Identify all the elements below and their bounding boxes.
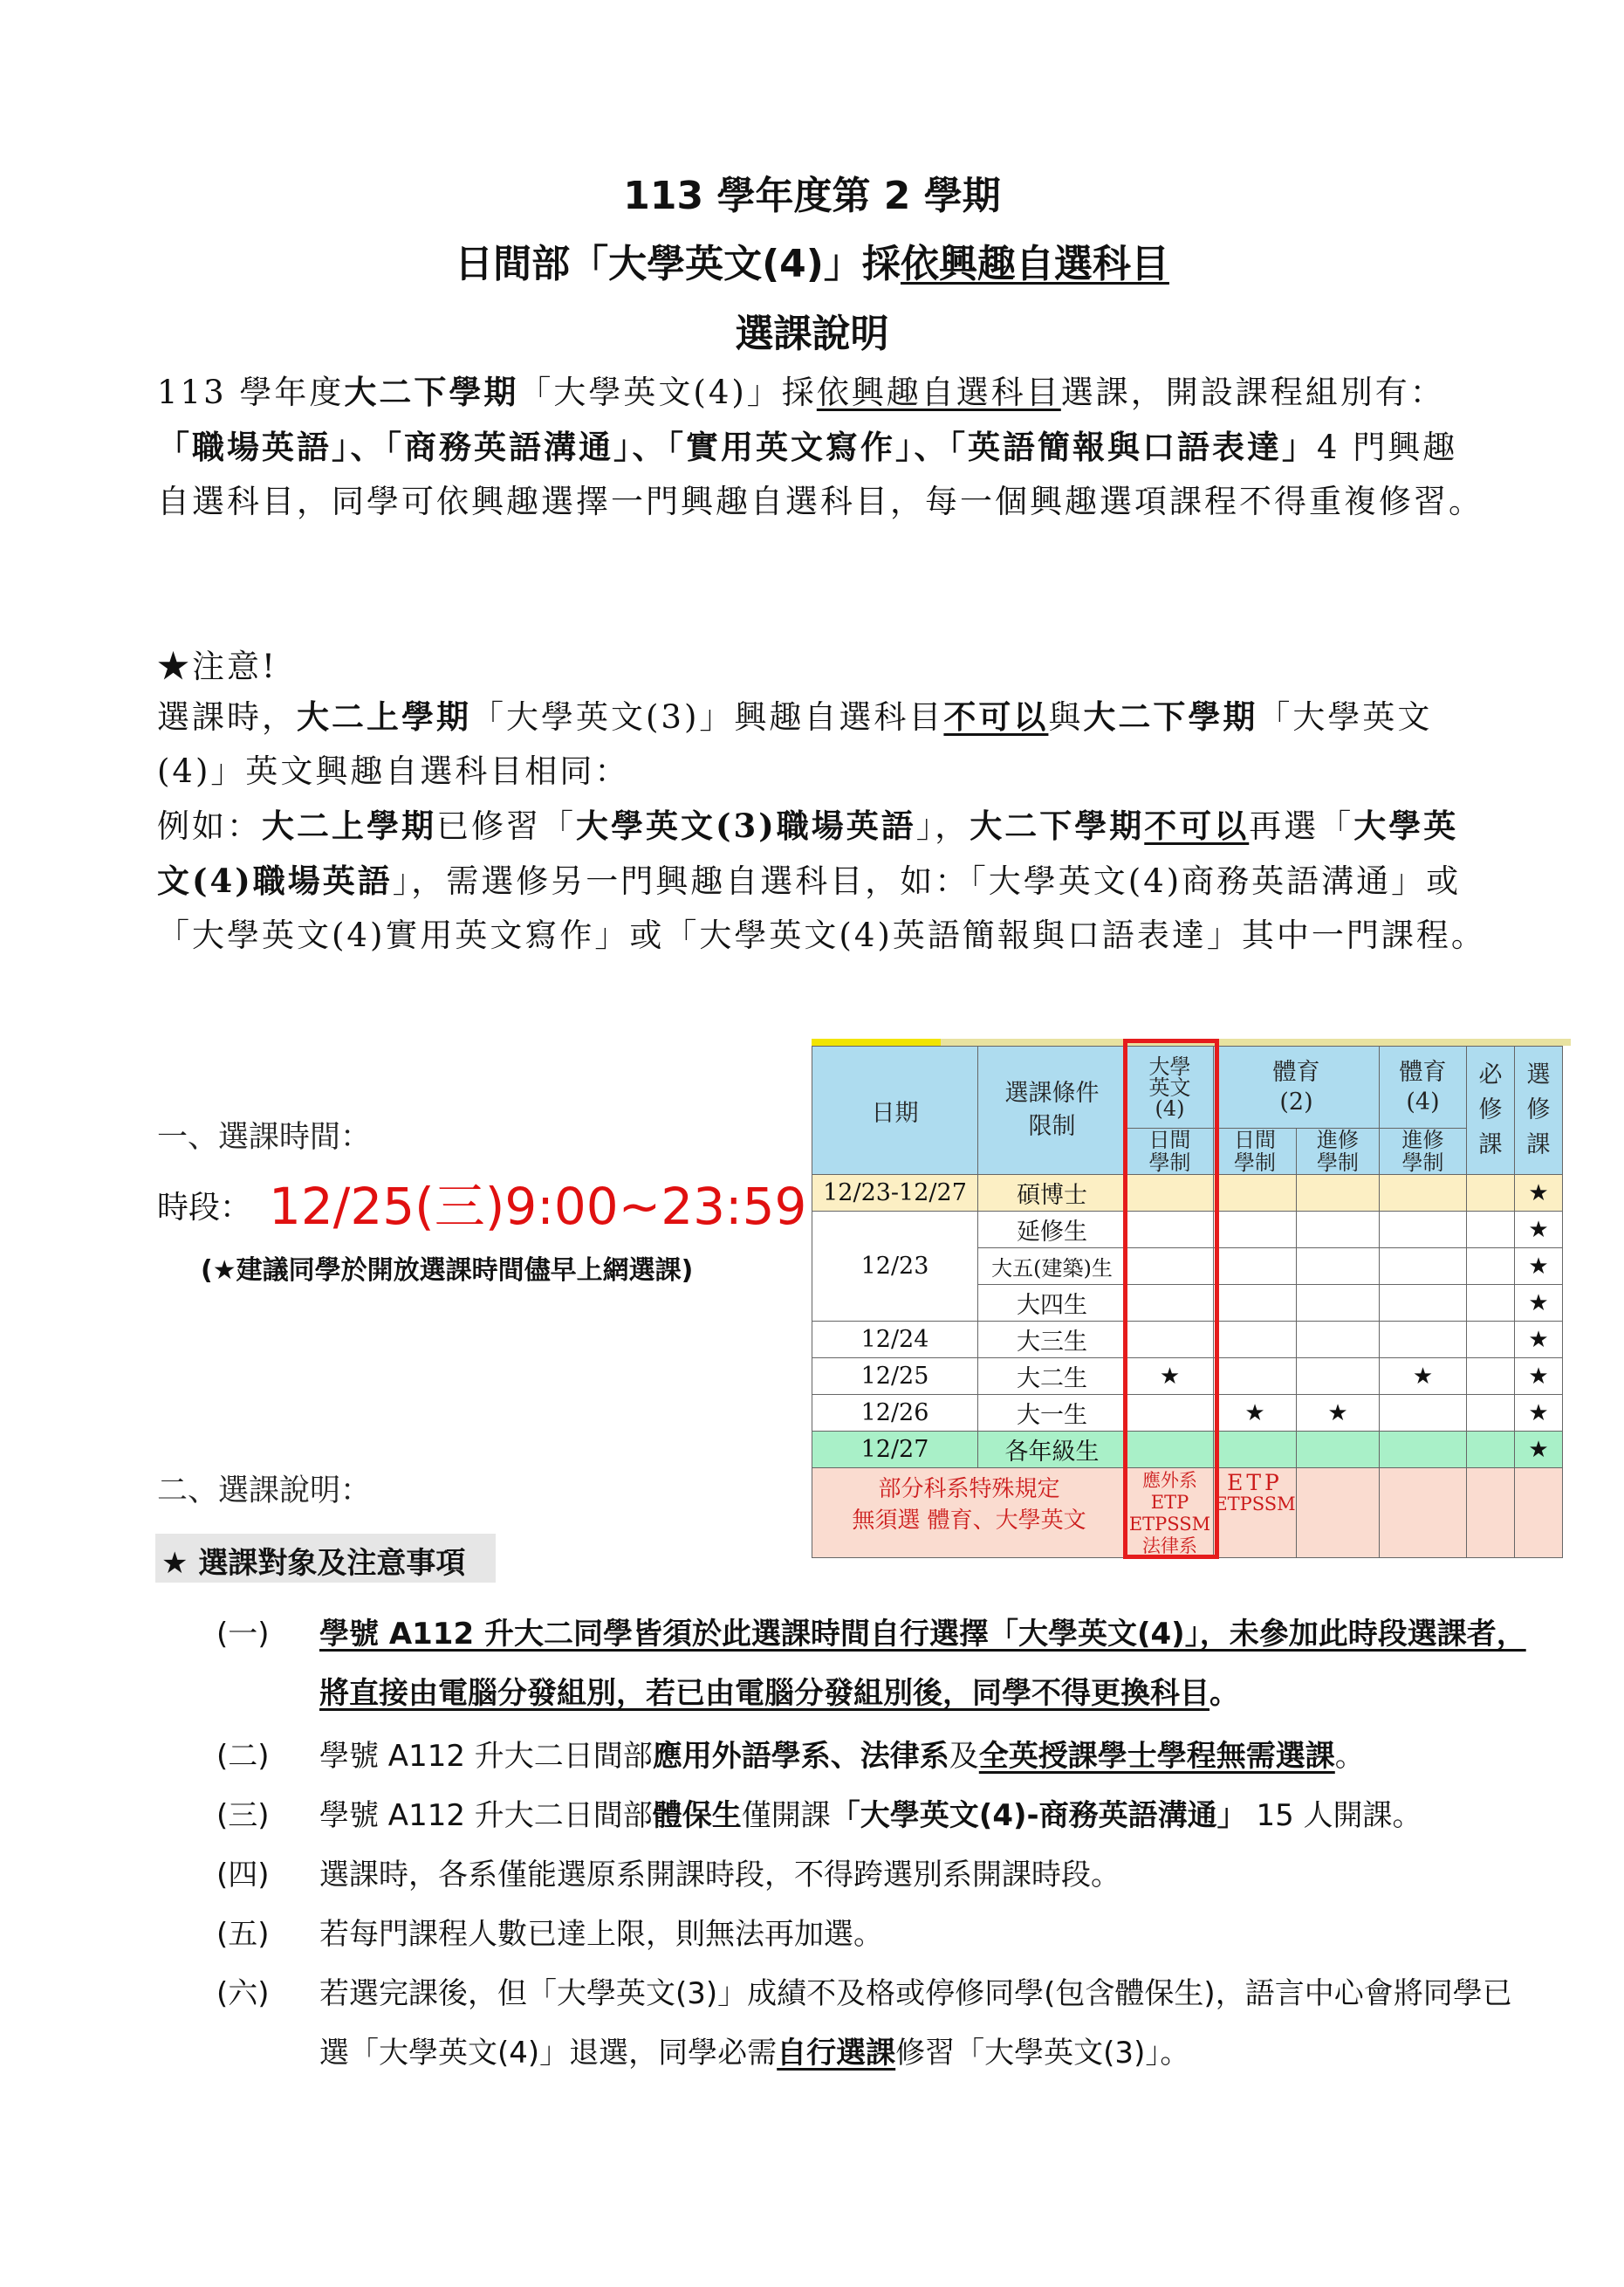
- schedule-table: [812, 1046, 1563, 1558]
- cell-elective: ★: [1515, 1322, 1563, 1358]
- intro-underlined: 依興趣自選科目: [816, 374, 1061, 411]
- header-date: 日期: [812, 1047, 978, 1175]
- item-text-part: 修習「大學英文(3)」。: [895, 2036, 1190, 2071]
- cell-required: [1467, 1432, 1515, 1468]
- subheader-text: 進修學制: [1317, 1128, 1359, 1175]
- notice-text: 「大學英文(4)」英文興趣自選科目相同：: [157, 698, 1433, 790]
- header-pe2-text: 體育(2): [1272, 1058, 1320, 1116]
- item-text: 選課時，各系僅能選原系開課時段，不得跨選別系開課時段。: [319, 1858, 1120, 1892]
- intro-text: 113 學年度: [157, 374, 345, 411]
- table-row: [812, 1212, 1563, 1248]
- cell-pe2-day: [1214, 1358, 1297, 1395]
- cell-elective: ★: [1515, 1285, 1563, 1322]
- table-row: [812, 1175, 1563, 1212]
- cell-required: [1467, 1212, 1515, 1248]
- special-pe2-cell: [1214, 1468, 1297, 1558]
- cell-english: [1127, 1248, 1214, 1285]
- cell-pe2-cont: [1297, 1175, 1380, 1212]
- notice-bold: 大二下學期: [1083, 697, 1258, 736]
- section2-heading: 二、選課說明：: [157, 1473, 372, 1508]
- cell-pe4-cont: [1380, 1248, 1467, 1285]
- cell-condition: 大二生: [978, 1358, 1127, 1395]
- item-bold: 應用外語學系、法律系: [652, 1739, 949, 1774]
- item-text-part: 學號 A112 升大二日間部: [319, 1798, 653, 1833]
- header-pe4: [1380, 1047, 1467, 1129]
- cell-pe2-cont: [1297, 1432, 1380, 1468]
- document-heading: 選課說明: [735, 312, 889, 356]
- cell-pe4-cont: [1380, 1395, 1467, 1432]
- item-bold-underlined: 自行選課: [777, 2036, 896, 2071]
- cell-condition: 大五(建築)生: [978, 1248, 1127, 1285]
- item-text: [319, 1964, 1541, 2083]
- cell-pe2-day: [1214, 1285, 1297, 1322]
- cell-pe2-cont: [1297, 1285, 1380, 1322]
- notice-paragraph: [157, 690, 1492, 963]
- cell-elective: ★: [1515, 1175, 1563, 1212]
- item-number: (三): [216, 1798, 270, 1833]
- slot-time: 12/25(三)9:00~23:59: [269, 1177, 807, 1236]
- special-empty-cell: [1380, 1468, 1467, 1558]
- notice-text: 「大學英文(3)」興趣自選科目: [471, 698, 944, 736]
- example-text: 」，: [915, 807, 970, 845]
- cell-elective: ★: [1515, 1432, 1563, 1468]
- cell-english: [1127, 1285, 1214, 1322]
- example-bold-underlined: 不可以: [1144, 807, 1250, 845]
- cell-required: [1467, 1285, 1515, 1322]
- example-text: 例如：: [157, 807, 262, 845]
- cell-required: [1467, 1175, 1515, 1212]
- special-empty-cell: [1467, 1468, 1515, 1558]
- table-row: [812, 1432, 1563, 1468]
- cell-elective: ★: [1515, 1212, 1563, 1248]
- header-required: [1467, 1047, 1515, 1175]
- notice-text: 選課時，: [157, 698, 297, 736]
- cell-date: 12/23: [812, 1212, 978, 1322]
- cell-pe2-day: [1214, 1248, 1297, 1285]
- example-bold: 大學英文(3)職場英語: [576, 807, 916, 845]
- example-bold: 大二下學期: [970, 807, 1145, 845]
- item-bold-underlined: 學號 A112 升大二同學皆須於此選課時間自行選擇「大學英文(4)」，未參加此時段選課者，將直接由電腦分發組別，若已由電腦分發組別後，同學不得更換科目: [319, 1617, 1526, 1711]
- item-text: [319, 1727, 1541, 1786]
- item-text-part: 及: [949, 1739, 979, 1774]
- header-english: [1127, 1047, 1214, 1129]
- table-top-highlight: [812, 1039, 941, 1046]
- special-line: ETPSSM: [1214, 1494, 1296, 1514]
- cell-pe4-cont: [1380, 1285, 1467, 1322]
- cell-date: 12/27: [812, 1432, 978, 1468]
- example-text: 」，需選修另一門興趣自選科目，如：「大學英文(4)商務英語溝通」或「大學英文(4)實用英文寫作」或「大學英文(4)英語簡報與口語表達」其中一門課程。: [157, 862, 1486, 954]
- subheader-text: 日間學制: [1234, 1128, 1276, 1175]
- example-bold: 大二上學期: [262, 807, 436, 845]
- subheader-pe2-cont: [1297, 1129, 1380, 1175]
- cell-required: [1467, 1395, 1515, 1432]
- special-english-cell: [1127, 1468, 1214, 1558]
- cell-pe2-day: [1214, 1212, 1297, 1248]
- cell-condition: 大三生: [978, 1322, 1127, 1358]
- item-bold: 「大學英文(4)-商務英語溝通」: [830, 1798, 1247, 1833]
- subheader-text: 進修學制: [1401, 1128, 1444, 1175]
- cell-elective: ★: [1515, 1395, 1563, 1432]
- item-text-part: 。: [1334, 1739, 1365, 1774]
- header-condition-text: 選課條件限制: [1004, 1080, 1100, 1140]
- cell-condition: 各年級生: [978, 1432, 1127, 1468]
- item-text: 若每門課程人數已達上限，則無法再加選。: [319, 1917, 883, 1952]
- cell-date: 12/23-12/27: [812, 1175, 978, 1212]
- header-pe2: [1214, 1047, 1380, 1129]
- intro-text: 4 門興趣自選科目，同學可依興趣選擇一門興趣自選科目，每一個興趣選項課程不得重複修習。: [157, 429, 1484, 520]
- cell-pe2-cont: ★: [1297, 1395, 1380, 1432]
- subheader-english-day: [1127, 1129, 1214, 1175]
- item-text-part: 。: [1209, 1676, 1239, 1711]
- item-bold-underlined: 全英授課學士學程無需選課: [978, 1739, 1335, 1774]
- example-text: 已修習「: [436, 807, 576, 845]
- cell-elective: ★: [1515, 1248, 1563, 1285]
- item-text-part: 學號 A112 升大二日間部: [319, 1739, 653, 1774]
- intro-bold-courses: 「職場英語」、「商務英語溝通」、「實用英文寫作」、「英語簡報與口語表達」: [157, 428, 1317, 466]
- special-line: ETP: [1150, 1492, 1189, 1513]
- subheader-pe4-cont: [1380, 1129, 1467, 1175]
- item-number: (二): [216, 1739, 270, 1774]
- table-row: [812, 1395, 1563, 1432]
- cell-english: [1127, 1212, 1214, 1248]
- header-pe4-text: 體育(4): [1399, 1058, 1447, 1116]
- cell-english: [1127, 1432, 1214, 1468]
- slot-note: (★建議同學於開放選課時間儘早上網選課): [201, 1255, 694, 1286]
- slot-label: 時段：: [157, 1190, 252, 1226]
- special-label-line: 部分科系特殊規定: [878, 1476, 1060, 1502]
- section1-heading: 一、選課時間：: [157, 1120, 372, 1155]
- item-text-part: 15 人開課。: [1246, 1798, 1422, 1833]
- cell-date: 12/25: [812, 1358, 978, 1395]
- cell-english: [1127, 1395, 1214, 1432]
- cell-condition: 大四生: [978, 1285, 1127, 1322]
- document-subtitle: [0, 232, 1624, 288]
- list-item: [216, 1604, 1525, 1727]
- special-rules-label: [812, 1468, 1127, 1558]
- special-label-line: 無須選 體育、大學英文: [852, 1507, 1086, 1534]
- example-bold: 大學英文(4)職場英語: [157, 807, 1459, 900]
- notice-text: 與: [1048, 698, 1084, 736]
- cell-date: 12/26: [812, 1395, 978, 1432]
- cell-required: [1467, 1322, 1515, 1358]
- cell-english: [1127, 1322, 1214, 1358]
- header-elective-text: 選修課: [1526, 1061, 1551, 1158]
- item-text-part: 若選完課後，但「大學英文(3)」成績不及格或停修同學(包含體保生)，語言中心會將同學已選「大學英文(4)」退選，同學必需: [319, 1976, 1512, 2071]
- list-item: [216, 1964, 1525, 2086]
- notice-title: ★注意!: [157, 648, 278, 685]
- special-line: ETP: [1227, 1470, 1283, 1495]
- cell-pe2-day: [1214, 1322, 1297, 1358]
- notice-bold-underlined: 不可以: [943, 697, 1049, 736]
- intro-paragraph: [157, 365, 1492, 529]
- cell-date: 12/24: [812, 1322, 978, 1358]
- table-header-row: [812, 1047, 1563, 1129]
- cell-condition: 大一生: [978, 1395, 1127, 1432]
- subheader-text: 日間學制: [1148, 1128, 1191, 1175]
- cell-required: [1467, 1358, 1515, 1395]
- special-empty-cell: [1515, 1468, 1563, 1558]
- cell-pe4-cont: [1380, 1175, 1467, 1212]
- cell-pe4-cont: [1380, 1212, 1467, 1248]
- table-row: [812, 1322, 1563, 1358]
- cell-condition: 延修生: [978, 1212, 1127, 1248]
- header-english-text: 大學英文(4): [1148, 1054, 1191, 1121]
- header-required-text: 必修課: [1478, 1061, 1503, 1158]
- table-row: [812, 1358, 1563, 1395]
- item-text: [319, 1604, 1541, 1723]
- cell-english: ★: [1127, 1358, 1214, 1395]
- intro-bold-semester: 大二下學期: [344, 373, 519, 411]
- cell-pe4-cont: [1380, 1322, 1467, 1358]
- special-line: 法律系: [1142, 1535, 1197, 1556]
- special-line: ETPSSM: [1128, 1514, 1211, 1535]
- notice-bold: 大二上學期: [297, 697, 471, 736]
- notes-title: ★ 選課對象及注意事項: [161, 1546, 466, 1581]
- header-elective: [1515, 1047, 1563, 1175]
- item-bold: 體保生: [652, 1798, 742, 1833]
- special-empty-cell: [1297, 1468, 1380, 1558]
- item-number: (一): [216, 1617, 270, 1652]
- cell-pe2-cont: [1297, 1358, 1380, 1395]
- cell-pe2-cont: [1297, 1322, 1380, 1358]
- item-number: (四): [216, 1858, 270, 1892]
- item-number: (五): [216, 1917, 270, 1952]
- item-text-part: 僅開課: [741, 1798, 831, 1833]
- cell-required: [1467, 1248, 1515, 1285]
- cell-pe2-day: ★: [1214, 1395, 1297, 1432]
- cell-pe4-cont: [1380, 1432, 1467, 1468]
- intro-text: 選課，開設課程組別有：: [1060, 374, 1445, 411]
- cell-elective: ★: [1515, 1358, 1563, 1395]
- cell-condition: 碩博士: [978, 1175, 1127, 1212]
- example-text: 再選「: [1249, 807, 1354, 845]
- subtitle-prefix: 日間部「大學英文(4)」採: [455, 242, 901, 286]
- cell-english: [1127, 1175, 1214, 1212]
- intro-text: 「大學英文(4)」採: [518, 374, 817, 411]
- document-title: 113 學年度第 2 學期: [623, 174, 1001, 218]
- subtitle-underlined: 依興趣自選科目: [900, 242, 1169, 286]
- subheader-pe2-day: [1214, 1129, 1297, 1175]
- item-number: (六): [216, 1976, 270, 2011]
- table-special-row: [812, 1468, 1563, 1558]
- cell-pe2-day: [1214, 1175, 1297, 1212]
- header-condition: [978, 1047, 1127, 1175]
- item-text: [319, 1786, 1541, 1845]
- cell-pe4-cont: ★: [1380, 1358, 1467, 1395]
- cell-pe2-day: [1214, 1432, 1297, 1468]
- cell-pe2-cont: [1297, 1248, 1380, 1285]
- special-line: 應外系: [1142, 1470, 1197, 1491]
- cell-pe2-cont: [1297, 1212, 1380, 1248]
